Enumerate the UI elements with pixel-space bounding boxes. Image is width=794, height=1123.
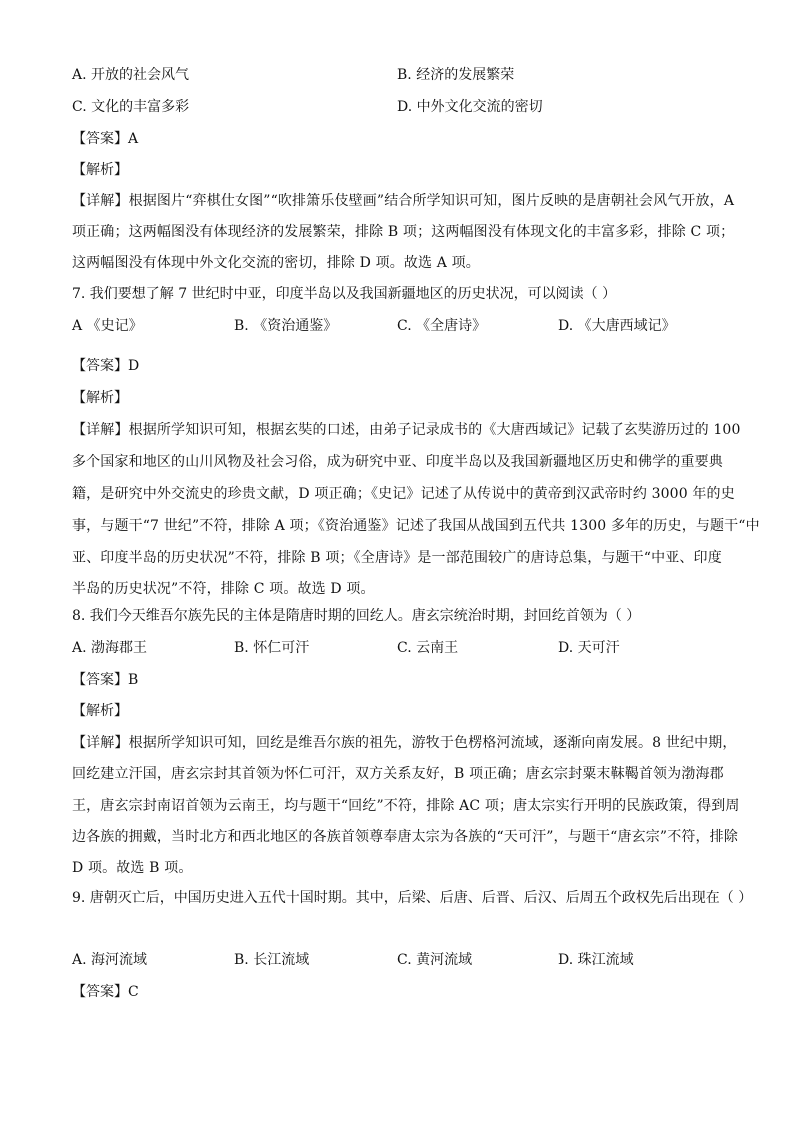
q7-option-c: C. 《全唐诗》	[397, 318, 487, 334]
q6-detail-line: 【详解】根据图片“弈棋仕女图”“吹排箫乐伎壁画”结合所学知识可知，图片反映的是唐朝社会风气开放，A	[72, 193, 735, 209]
q8-detail-line: D 项。故选 B 项。	[72, 860, 193, 876]
q8-option-a: A. 渤海郡王	[72, 640, 148, 656]
q7-answer: 【答案】D	[72, 358, 140, 374]
q7-detail-line: 籍，是研究中外交流史的珍贵文献，D 项正确；《史记》记述了从传说中的黄帝到汉武帝时约 3000 年的史	[72, 486, 735, 502]
q6-answer: 【答案】A	[72, 131, 139, 147]
q9-option-c: C. 黄河流域	[397, 952, 473, 968]
q9-answer: 【答案】C	[72, 984, 139, 1000]
q7-detail-line: 半岛的历史状况”不符，排除 C 项。故选 D 项。	[72, 581, 375, 597]
q8-detail-line: 边各族的拥戴，当时北方和西北地区的各族首领尊奉唐太宗为各族的“天可汗”，与题干“唐玄宗”不符，排除	[72, 829, 738, 845]
q6-option-c: C. 文化的丰富多彩	[72, 99, 190, 115]
q7-detail-line: 【详解】根据所学知识可知，根据玄奘的口述，由弟子记录成书的《大唐西域记》记载了玄奘游历过的 100	[72, 422, 741, 438]
q6-option-b: B. 经济的发展繁荣	[397, 67, 515, 83]
q7-analysis-heading: 【解析】	[72, 390, 128, 406]
q6-detail-line: 项正确；这两幅图没有体现经济的发展繁荣，排除 B 项；这两幅图没有体现文化的丰富多彩，排除 C 项；	[72, 224, 735, 240]
q6-option-a: A. 开放的社会风气	[72, 67, 190, 83]
q9-option-a: A. 海河流域	[72, 952, 148, 968]
q8-detail-line: 回纥建立汗国，唐玄宗封其首领为怀仁可汗，双方关系友好，B 项正确；唐玄宗封粟末靺鞨首领为渤海郡	[72, 766, 724, 782]
q9-option-d: D. 珠江流域	[558, 952, 634, 968]
q8-detail-line: 【详解】根据所学知识可知，回纥是维吾尔族的祖先，游牧于色楞格河流域，逐渐向南发展。8 世纪中期，	[72, 735, 737, 751]
q7-detail-line: 多个国家和地区的山川风物及社会习俗，成为研究中亚、印度半岛以及我国新疆地区历史和佛学的重要典	[72, 454, 723, 470]
q8-option-b: B. 怀仁可汗	[234, 640, 310, 656]
q8-option-d: D. 天可汗	[558, 640, 620, 656]
q6-detail-line: 这两幅图没有体现中外文化交流的密切，排除 D 项。故选 A 项。	[72, 255, 480, 271]
q6-option-d: D. 中外文化交流的密切	[397, 99, 543, 115]
q8-analysis-heading: 【解析】	[72, 703, 128, 719]
q9-stem: 9. 唐朝灭亡后，中国历史进入五代十国时期。其中，后梁、后唐、后晋、后汉、后周五个政权先后出现在（ ）	[72, 890, 753, 906]
q7-option-d: D. 《大唐西域记》	[558, 318, 676, 334]
q8-detail-line: 王，唐玄宗封南诏首领为云南王，均与题干“回纥”不符，排除 AC 项；唐太宗实行开明的民族政策，得到周	[72, 798, 740, 814]
q7-detail-line: 亚、印度半岛的历史状况”不符，排除 B 项；《全唐诗》是一部范围较广的唐诗总集，与题干“中亚、印度	[72, 550, 722, 566]
q7-stem: 7. 我们要想了解 7 世纪时中亚，印度半岛以及我国新疆地区的历史状况，可以阅读（ ）	[72, 286, 617, 302]
q7-detail-line: 事，与题干“7 世纪”不符，排除 A 项；《资治通鉴》记述了我国从战国到五代共 1300 多年的历史，与题干“中	[72, 518, 760, 534]
q7-option-b: B. 《资治通鉴》	[234, 318, 338, 334]
q9-option-b: B. 长江流域	[234, 952, 310, 968]
q8-stem: 8. 我们今天维吾尔族先民的主体是隋唐时期的回纥人。唐玄宗统治时期，封回纥首领为（ ）	[72, 608, 641, 624]
q7-option-a: A 《史记》	[72, 318, 143, 334]
q6-analysis-heading: 【解析】	[72, 162, 128, 178]
q8-option-c: C. 云南王	[397, 640, 459, 656]
q8-answer: 【答案】B	[72, 672, 139, 688]
